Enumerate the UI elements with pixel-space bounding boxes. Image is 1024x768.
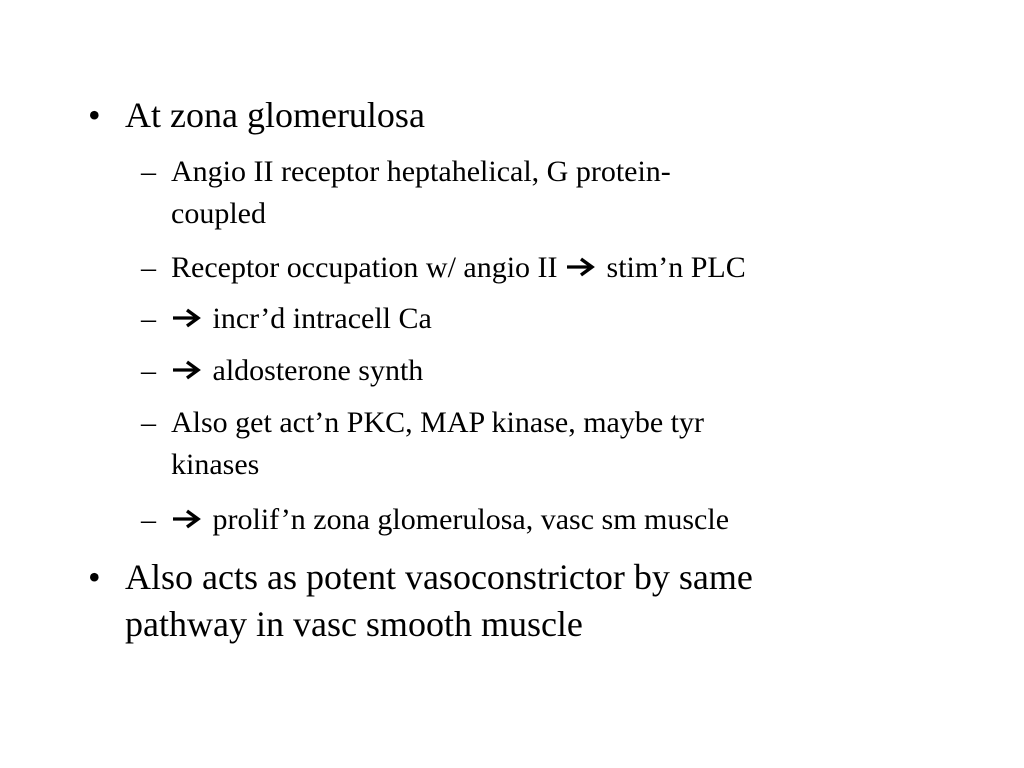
bullet-marker: • <box>88 95 101 135</box>
sub-bullet-suffix: incr’d intracell Ca <box>212 302 432 335</box>
bullet-line-2: pathway in vasc smooth muscle <box>125 604 583 644</box>
bullet-marker: • <box>88 557 101 597</box>
sub-bullet-text <box>171 350 951 392</box>
bullet-line-1: Also acts as potent vasoconstrictor by same <box>125 557 753 597</box>
right-arrow-icon <box>171 359 205 381</box>
sub-bullet-marker: – <box>141 503 156 536</box>
sub-bullet-marker: – <box>141 406 156 439</box>
bullet-text <box>125 554 945 648</box>
sub-bullet-marker: – <box>141 302 156 335</box>
bullet-text: At zona glomerulosa <box>125 95 425 135</box>
sub-bullet-line-2: kinases <box>171 448 260 481</box>
right-arrow-icon <box>171 307 205 329</box>
sub-bullet-marker: – <box>141 354 156 387</box>
sub-bullet-prefix: Receptor occupation w/ angio II <box>171 251 558 284</box>
sub-bullet-line-1: Angio II receptor heptahelical, G protein- <box>171 155 671 188</box>
sub-bullet-marker: – <box>141 251 156 284</box>
sub-bullet-text <box>171 402 951 486</box>
sub-bullet-text <box>171 247 951 289</box>
sub-bullet-suffix: prolif’n zona glomerulosa, vasc sm muscle <box>212 503 730 536</box>
sub-bullet-text <box>171 499 951 541</box>
sub-bullet-line-1: Also get act’n PKC, MAP kinase, maybe tyr <box>171 406 704 439</box>
sub-bullet-text <box>171 151 951 235</box>
sub-bullet-text <box>171 298 951 340</box>
sub-bullet-line-2: coupled <box>171 197 266 230</box>
sub-bullet-marker: – <box>141 155 156 188</box>
right-arrow-icon <box>565 256 599 278</box>
sub-bullet-suffix: stim’n PLC <box>606 251 746 284</box>
sub-bullet-suffix: aldosterone synth <box>212 354 424 387</box>
right-arrow-icon <box>171 508 205 530</box>
